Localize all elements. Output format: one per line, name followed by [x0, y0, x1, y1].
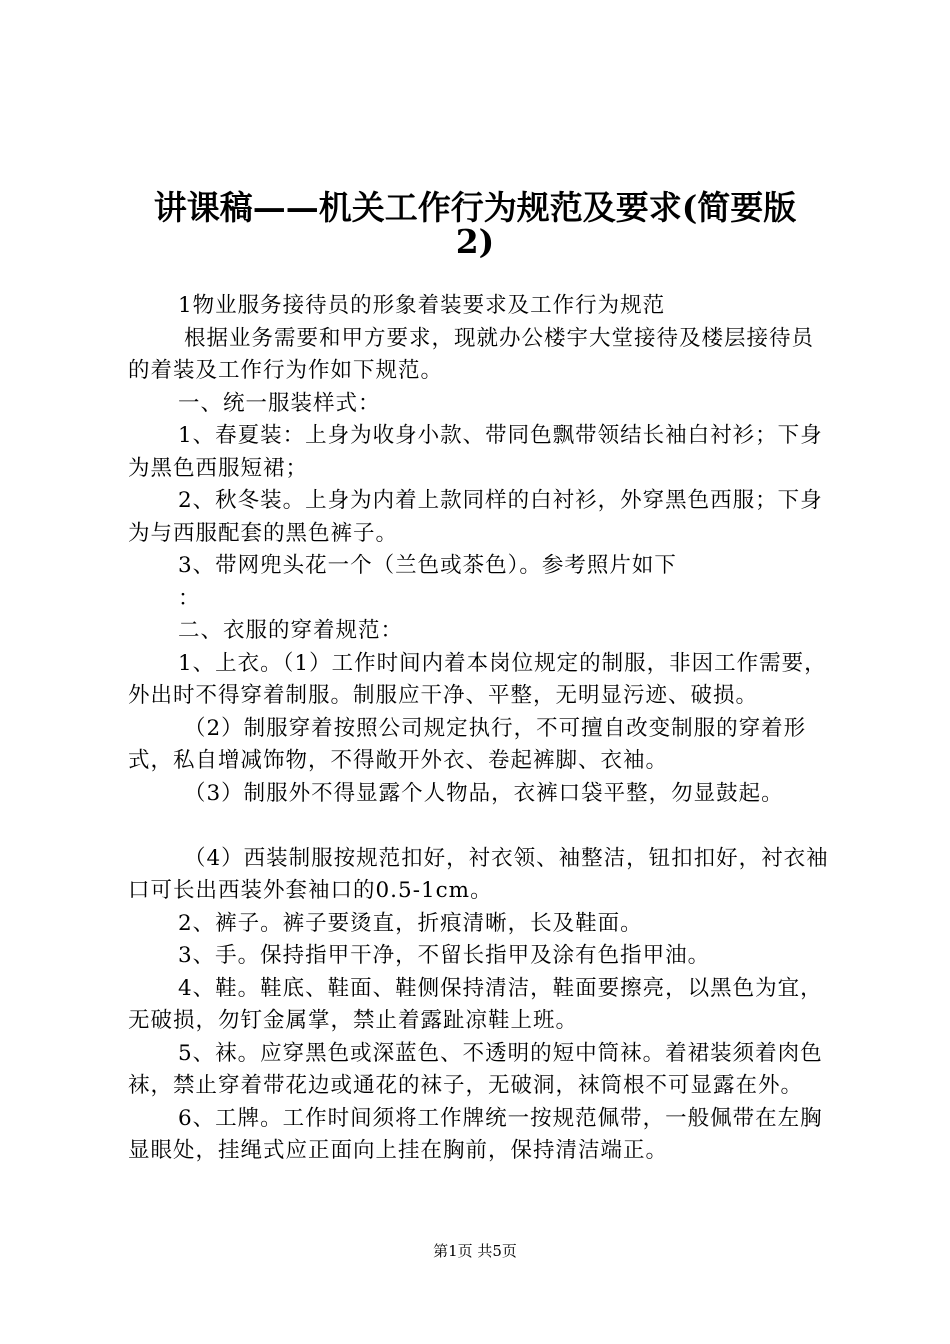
blank-line [128, 810, 834, 843]
page-footer: 第1页 共5页 [433, 1242, 517, 1260]
section-heading-dress-code: 二、衣服的穿着规范： [178, 618, 404, 643]
paragraph-shoes: 4、鞋。鞋底、鞋面、鞋侧保持清洁，鞋面要擦亮，以黑色为宜，无破损，勿钉金属掌，禁止着露趾凉鞋上班。 [128, 975, 823, 1033]
paragraph-socks: 5、袜。应穿黑色或深蓝色、不透明的短中筒袜。着裙装须着肉色袜，禁止穿着带花边或通花的袜子，无破洞，袜筒根不可显露在外。 [128, 1040, 823, 1098]
paragraph-upper-garment: 1、上衣。（1）工作时间内着本岗位规定的制服，非因工作需要，外出时不得穿着制服。制服应干净、平整，无明显污迹、破损。 [128, 650, 827, 708]
paragraph-heading: 1物业服务接待员的形象着装要求及工作行为规范 [178, 293, 666, 318]
paragraph-uniform-rule-3: （3）制服外不得显露个人物品，衣裤口袋平整，勿显鼓起。 [184, 780, 784, 806]
document-body [128, 290, 834, 1168]
paragraph-hands: 3、手。保持指甲干净，不留长指甲及涂有色指甲油。 [178, 943, 711, 968]
document-title-line-2: 2) [455, 222, 495, 261]
paragraph-spring-summer: 1、春夏装：上身为收身小款、带同色飘带领结长袖白衬衫；下身为黑色西服短裙； [128, 423, 823, 481]
paragraph-headflower: 3、带网兜头花一个（兰色或茶色）。参考照片如下 [178, 553, 677, 578]
section-heading-uniform-style: 一、统一服装样式： [178, 390, 381, 416]
paragraph-autumn-winter: 2、秋冬装。上身为内着上款同样的白衬衫，外穿黑色西服；下身为与西服配套的黑色裤子。 [128, 488, 823, 546]
paragraph-trousers: 2、裤子。裤子要烫直，折痕清晰，长及鞋面。 [178, 910, 643, 936]
paragraph-uniform-rule-4: （4）西装制服按规范扣好，衬衣领、袖整洁，钮扣扣好，衬衣袖口可长出西装外套袖口的0.5-1cm。 [128, 845, 829, 903]
paragraph-intro: 根据业务需要和甲方要求，现就办公楼宇大堂接待及楼层接待员的着装及工作行为作如下规范。 [128, 325, 815, 383]
document-title-line-1: 讲课稿——机关工作行为规范及要求(简要版 [153, 188, 797, 227]
paragraph-badge: 6、工牌。工作时间须将工作牌统一按规范佩带，一般佩带在左胸显眼处，挂绳式应正面向上挂在胸前，保持清洁端正。 [128, 1105, 823, 1163]
paragraph-uniform-rule-2: （2）制服穿着按照公司规定执行，不可擅自改变制服的穿着形式，私自增减饰物，不得敞开外衣、卷起裤脚、衣袖。 [128, 715, 807, 773]
paragraph-colon: ： [178, 585, 201, 611]
